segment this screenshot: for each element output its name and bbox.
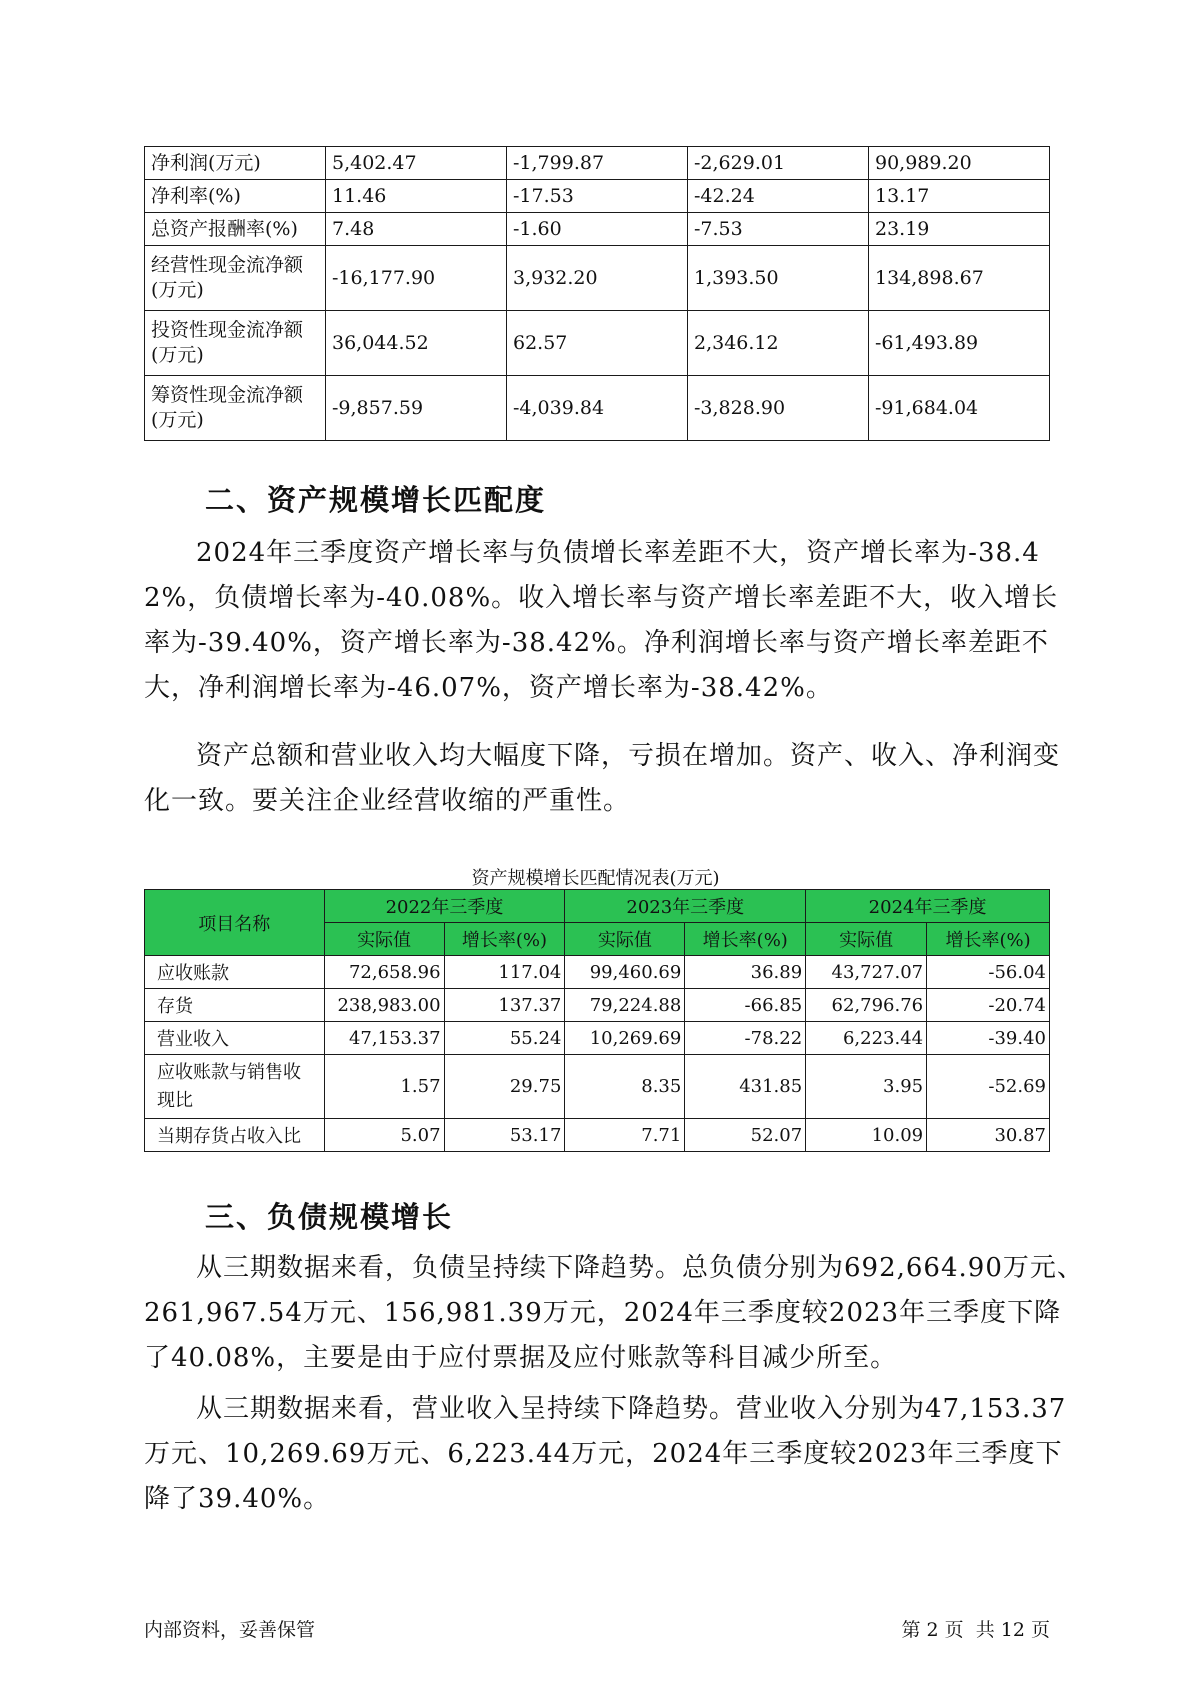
paragraph: 2024年三季度资产增长率与负债增长率差距不大，资产增长率为-38.42%，负债增长率为-40.08%。收入增长率与资产增长率差距不大，收入增长率为-39.40%，资产增长率为-38.42%。净利润增长率与资产增长率差距不大，净利润增长率为-46.07%，资产增长率为-38.42%。: [144, 538, 1059, 703]
table-row: [145, 989, 1050, 1022]
paragraph: 从三期数据来看，营业收入呈持续下降趋势。营业收入分别为47,153.37万元、10,269.69万元、6,223.44万元，2024年三季度较2023年三季度下降了39.40%。: [144, 1394, 1067, 1514]
column-header: 2023年三季度: [565, 890, 806, 923]
table-cell: 13.17: [869, 180, 1050, 213]
table-cell: -42.24: [688, 180, 869, 213]
table-cell: -17.53: [507, 180, 688, 213]
column-header: 2022年三季度: [324, 890, 565, 923]
table-cell: 2,346.12: [688, 311, 869, 376]
table-row: [145, 180, 1050, 213]
header-row: [145, 890, 1050, 923]
table-cell: 36.89: [685, 956, 806, 989]
page-number: 第 2 页 共 12 页: [901, 1619, 1050, 1641]
asset-growth-match-table: [144, 889, 1050, 1152]
table-cell: 52.07: [685, 1119, 806, 1152]
column-header: 项目名称: [145, 890, 325, 956]
table-cell: 43,727.07: [806, 956, 927, 989]
column-header: 2024年三季度: [806, 890, 1050, 923]
table-row: [145, 147, 1050, 180]
table-cell: 431.85: [685, 1055, 806, 1119]
table-caption: 资产规模增长匹配情况表(万元): [471, 868, 720, 889]
paragraph: 从三期数据来看，负债呈持续下降趋势。总负债分别为692,664.90万元、261,967.54万元、156,981.39万元，2024年三季度较2023年三季度下降了40.08%，主要是由于应付票据及应付账款等科目减少所至。: [144, 1253, 1084, 1373]
table-cell: 10,269.69: [565, 1022, 685, 1055]
table-cell: 29.75: [444, 1055, 565, 1119]
table-cell: -9,857.59: [326, 376, 507, 441]
table-row: [145, 1055, 1050, 1119]
table-cell: 7.48: [326, 213, 507, 246]
table-cell: 79,224.88: [565, 989, 685, 1022]
table-cell: -3,828.90: [688, 376, 869, 441]
table-cell: 7.71: [565, 1119, 685, 1152]
table-cell: -2,629.01: [688, 147, 869, 180]
column-header: 实际值: [324, 923, 444, 956]
table-cell: -56.04: [927, 956, 1050, 989]
row-label: 总资产报酬率(%): [145, 213, 326, 246]
row-label: 筹资性现金流净额(万元): [145, 376, 326, 441]
table-cell: 30.87: [927, 1119, 1050, 1152]
table-cell: 90,989.20: [869, 147, 1050, 180]
footer-confidential-note: 内部资料，妥善保管: [144, 1619, 316, 1641]
table-cell: 1,393.50: [688, 246, 869, 311]
table-cell: 3.95: [806, 1055, 927, 1119]
table-cell: -39.40: [927, 1022, 1050, 1055]
table-cell: -52.69: [927, 1055, 1050, 1119]
table-cell: 99,460.69: [565, 956, 685, 989]
table-row: [145, 1022, 1050, 1055]
row-label: 应收账款: [145, 956, 325, 989]
table-cell: 36,044.52: [326, 311, 507, 376]
table-cell: -1,799.87: [507, 147, 688, 180]
table-cell: 55.24: [444, 1022, 565, 1055]
table-cell: 3,932.20: [507, 246, 688, 311]
financial-summary-table: [144, 146, 1050, 441]
row-label: 净利润(万元): [145, 147, 326, 180]
table-row: [145, 376, 1050, 441]
table-cell: 117.04: [444, 956, 565, 989]
table-cell: 72,658.96: [324, 956, 444, 989]
row-label: 当期存货占收入比: [145, 1119, 325, 1152]
section-heading: 三、负债规模增长: [205, 1200, 454, 1234]
table-cell: 1.57: [324, 1055, 444, 1119]
section-heading: 二、资产规模增长匹配度: [205, 483, 547, 517]
column-header: 增长率(%): [927, 923, 1050, 956]
table-cell: 62,796.76: [806, 989, 927, 1022]
table-cell: -4,039.84: [507, 376, 688, 441]
row-label: 净利率(%): [145, 180, 326, 213]
table-cell: 6,223.44: [806, 1022, 927, 1055]
table-cell: -20.74: [927, 989, 1050, 1022]
table-row: [145, 311, 1050, 376]
table-cell: 62.57: [507, 311, 688, 376]
table-row: [145, 246, 1050, 311]
table-cell: 11.46: [326, 180, 507, 213]
row-label: 投资性现金流净额(万元): [145, 311, 326, 376]
row-label: 存货: [145, 989, 325, 1022]
table-cell: 23.19: [869, 213, 1050, 246]
table-cell: -1.60: [507, 213, 688, 246]
column-header: 增长率(%): [444, 923, 565, 956]
table-cell: 53.17: [444, 1119, 565, 1152]
table-cell: 137.37: [444, 989, 565, 1022]
table-cell: 5,402.47: [326, 147, 507, 180]
table-cell: -91,684.04: [869, 376, 1050, 441]
table-row: [145, 213, 1050, 246]
table-cell: 238,983.00: [324, 989, 444, 1022]
table-cell: -16,177.90: [326, 246, 507, 311]
table-cell: 134,898.67: [869, 246, 1050, 311]
row-label: 经营性现金流净额(万元): [145, 246, 326, 311]
table-cell: -61,493.89: [869, 311, 1050, 376]
table-row: [145, 956, 1050, 989]
column-header: 实际值: [806, 923, 927, 956]
table-cell: -66.85: [685, 989, 806, 1022]
table-cell: -7.53: [688, 213, 869, 246]
table-row: [145, 1119, 1050, 1152]
table-cell: 5.07: [324, 1119, 444, 1152]
table-cell: 8.35: [565, 1055, 685, 1119]
column-header: 实际值: [565, 923, 685, 956]
table-cell: 47,153.37: [324, 1022, 444, 1055]
row-label: 营业收入: [145, 1022, 325, 1055]
table-cell: 10.09: [806, 1119, 927, 1152]
row-label: 应收账款与销售收现比: [145, 1055, 325, 1119]
table-cell: -78.22: [685, 1022, 806, 1055]
column-header: 增长率(%): [685, 923, 806, 956]
paragraph: 资产总额和营业收入均大幅度下降，亏损在增加。资产、收入、净利润变化一致。要关注企业经营收缩的严重性。: [144, 741, 1061, 816]
